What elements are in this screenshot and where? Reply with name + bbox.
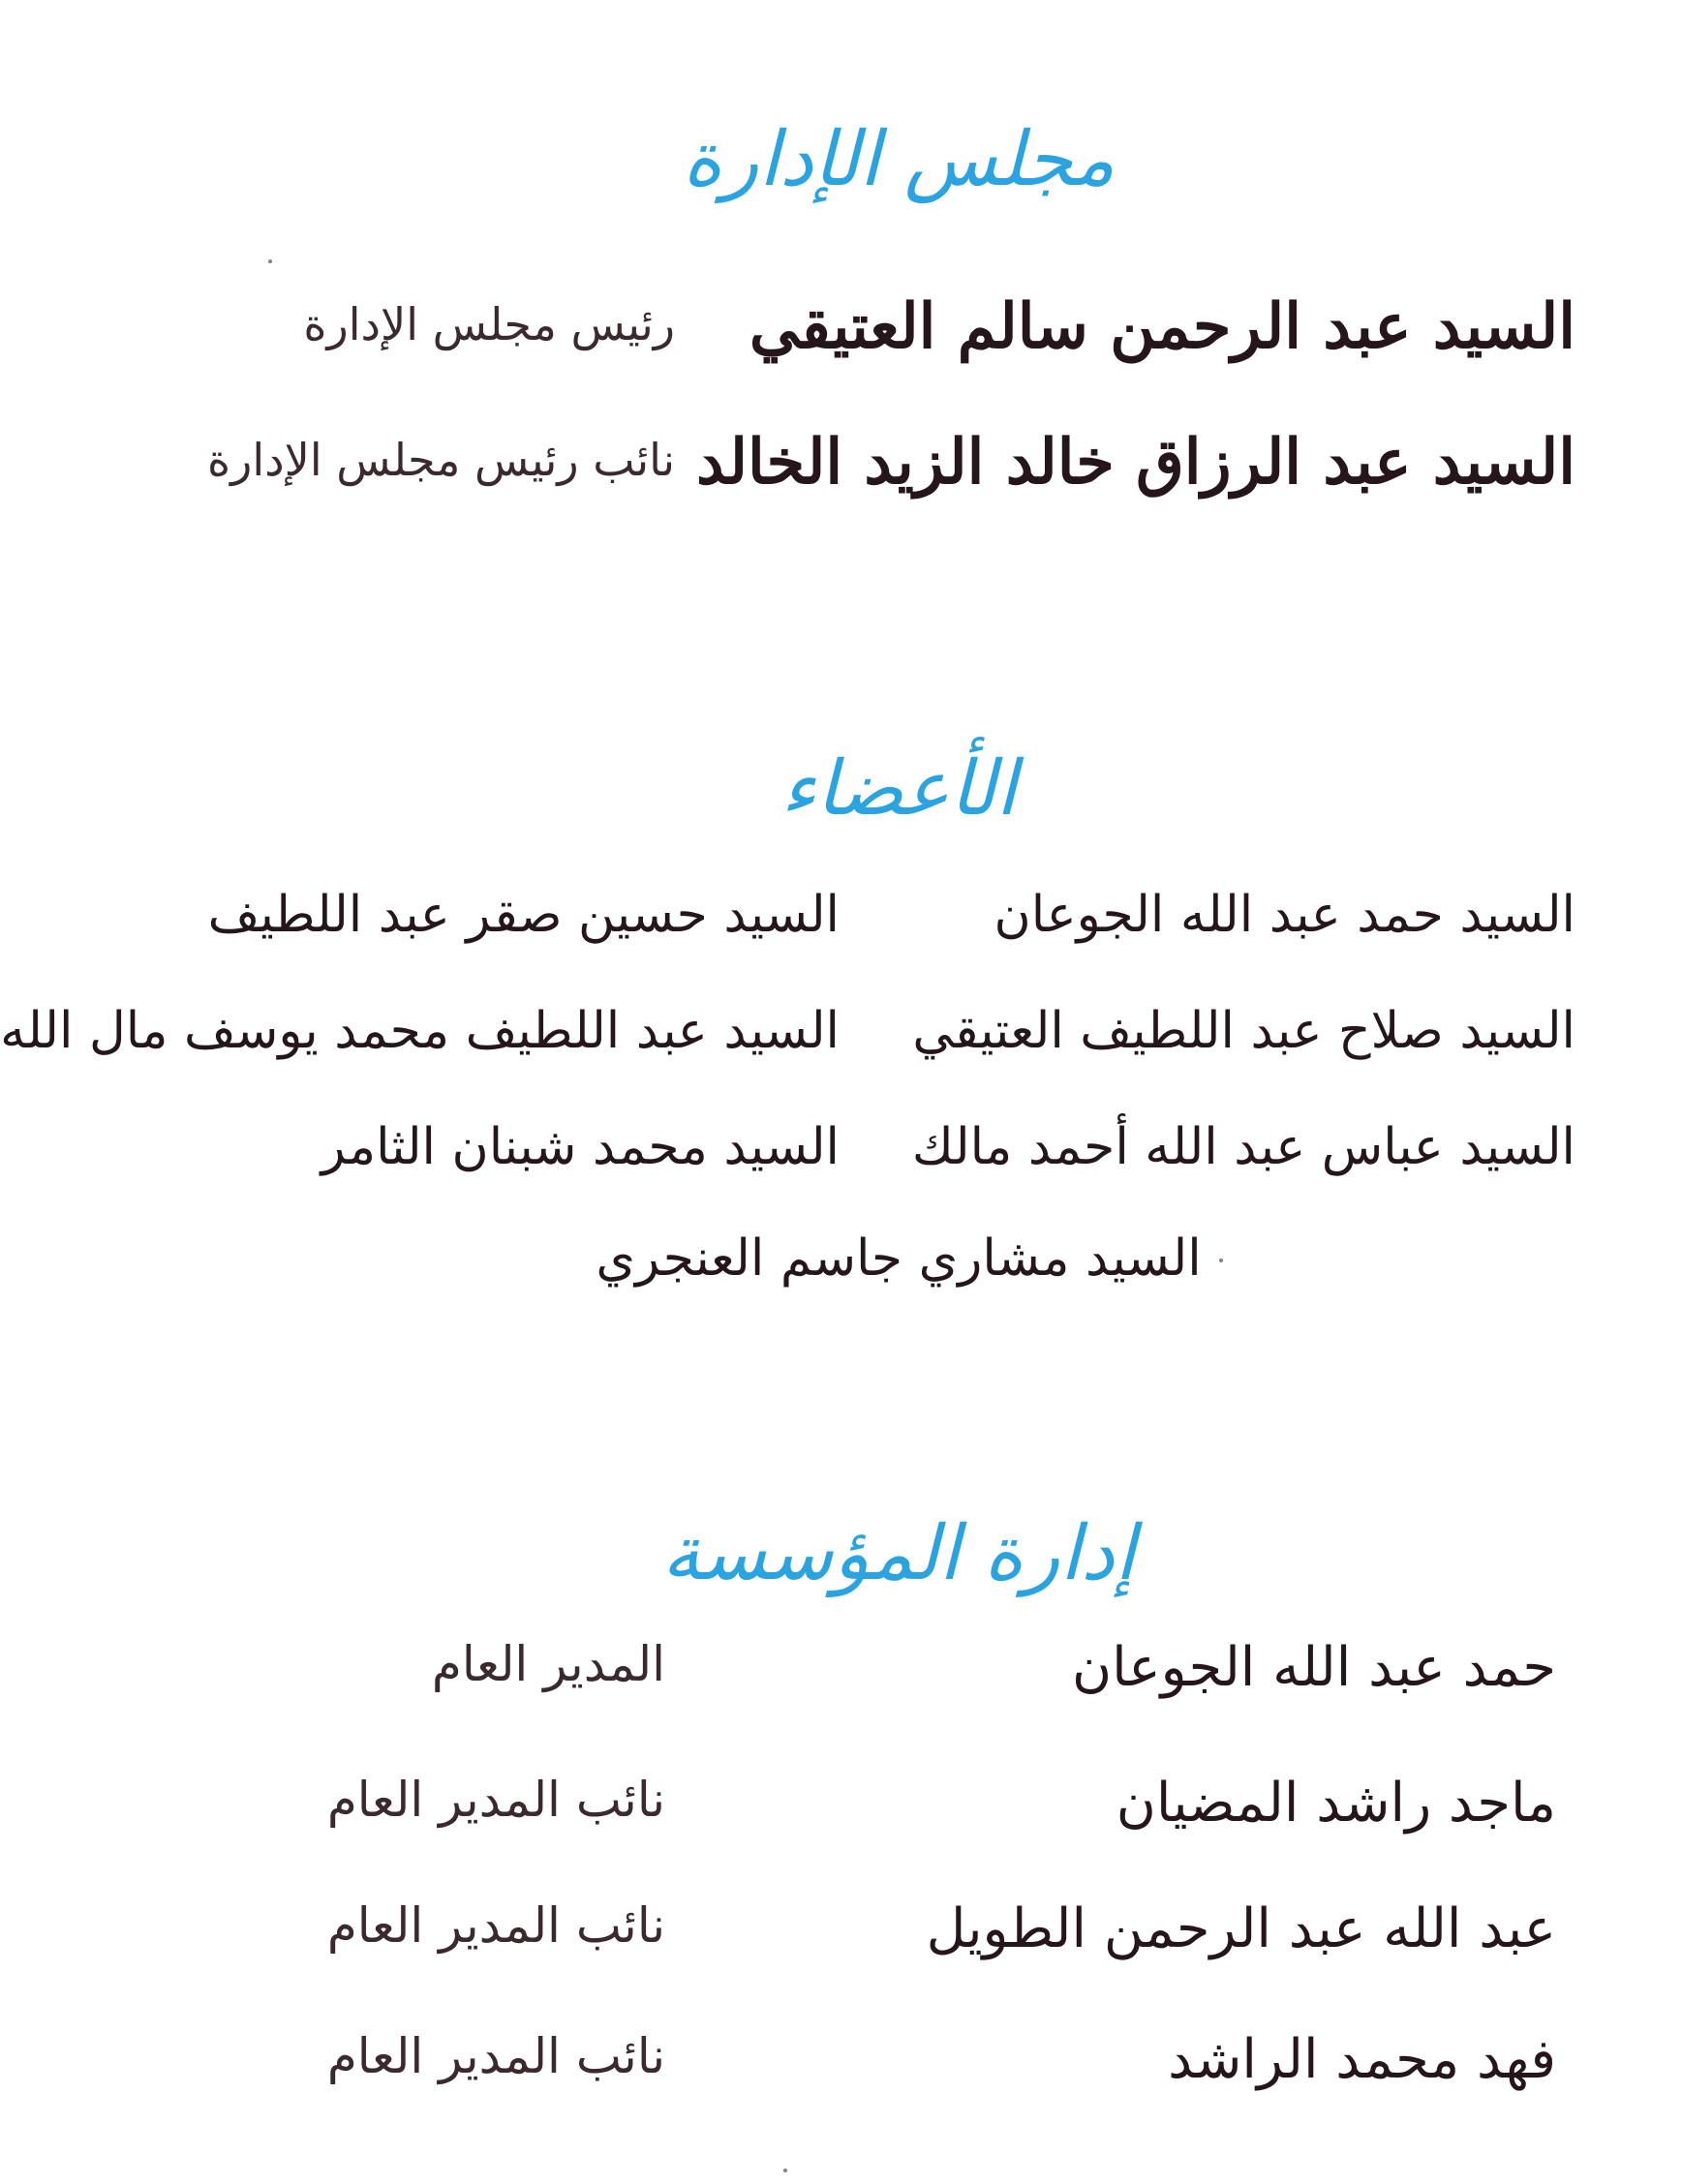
management-role: نائب المدير العام — [326, 1772, 665, 1828]
management-role: نائب المدير العام — [326, 2028, 665, 2084]
management-row — [115, 1897, 1682, 2004]
member-name: السيد عباس عبد الله أحمد مالك — [911, 1118, 1575, 1176]
member-name: السيد حسين صقر عبد اللطيف — [207, 886, 840, 944]
management-name: فهد محمد الراشد — [1168, 2028, 1556, 2091]
member-name: السيد عبد اللطيف محمد يوسف مال الله — [0, 1002, 840, 1060]
members-row — [115, 886, 1682, 992]
management-title: إدارة المؤسسة — [661, 1510, 1136, 1597]
members-title: الأعضاء — [780, 745, 1017, 833]
members-row — [115, 1118, 1682, 1225]
board-row-vice-chairman — [115, 426, 1682, 532]
members-row-last — [115, 1229, 1682, 1336]
board-role: نائب رئيس مجلس الإدارة — [207, 434, 675, 486]
management-name: عبد الله عبد الرحمن الطويل — [926, 1897, 1556, 1960]
member-name: السيد مشاري جاسم العنجري — [596, 1229, 1202, 1288]
management-role: نائب المدير العام — [326, 1897, 665, 1954]
board-row-chairman — [115, 290, 1682, 397]
members-row — [0, 1002, 1682, 1108]
management-role: المدير العام — [431, 1636, 665, 1692]
scan-speck — [268, 259, 272, 263]
management-row — [115, 1636, 1682, 1743]
board-name: السيد عبد الرزاق خالد الزيد الخالد — [695, 426, 1575, 499]
management-row — [115, 1772, 1682, 1878]
management-name: حمد عبد الله الجوعان — [1072, 1636, 1556, 1699]
management-row — [115, 2028, 1682, 2135]
scan-speck — [783, 2169, 787, 2172]
board-title: مجلس الإدارة — [682, 116, 1116, 203]
member-name: السيد صلاح عبد اللطيف العتيقي — [912, 1002, 1575, 1060]
management-name: ماجد راشد المضيان — [1116, 1772, 1556, 1835]
board-name: السيد عبد الرحمن سالم العتيقي — [749, 290, 1575, 363]
board-role: رئيس مجلس الإدارة — [303, 298, 675, 350]
member-name: السيد حمد عبد الله الجوعان — [994, 886, 1575, 944]
scan-speck — [1219, 1259, 1223, 1262]
member-name: السيد محمد شبنان الثامر — [321, 1118, 840, 1176]
